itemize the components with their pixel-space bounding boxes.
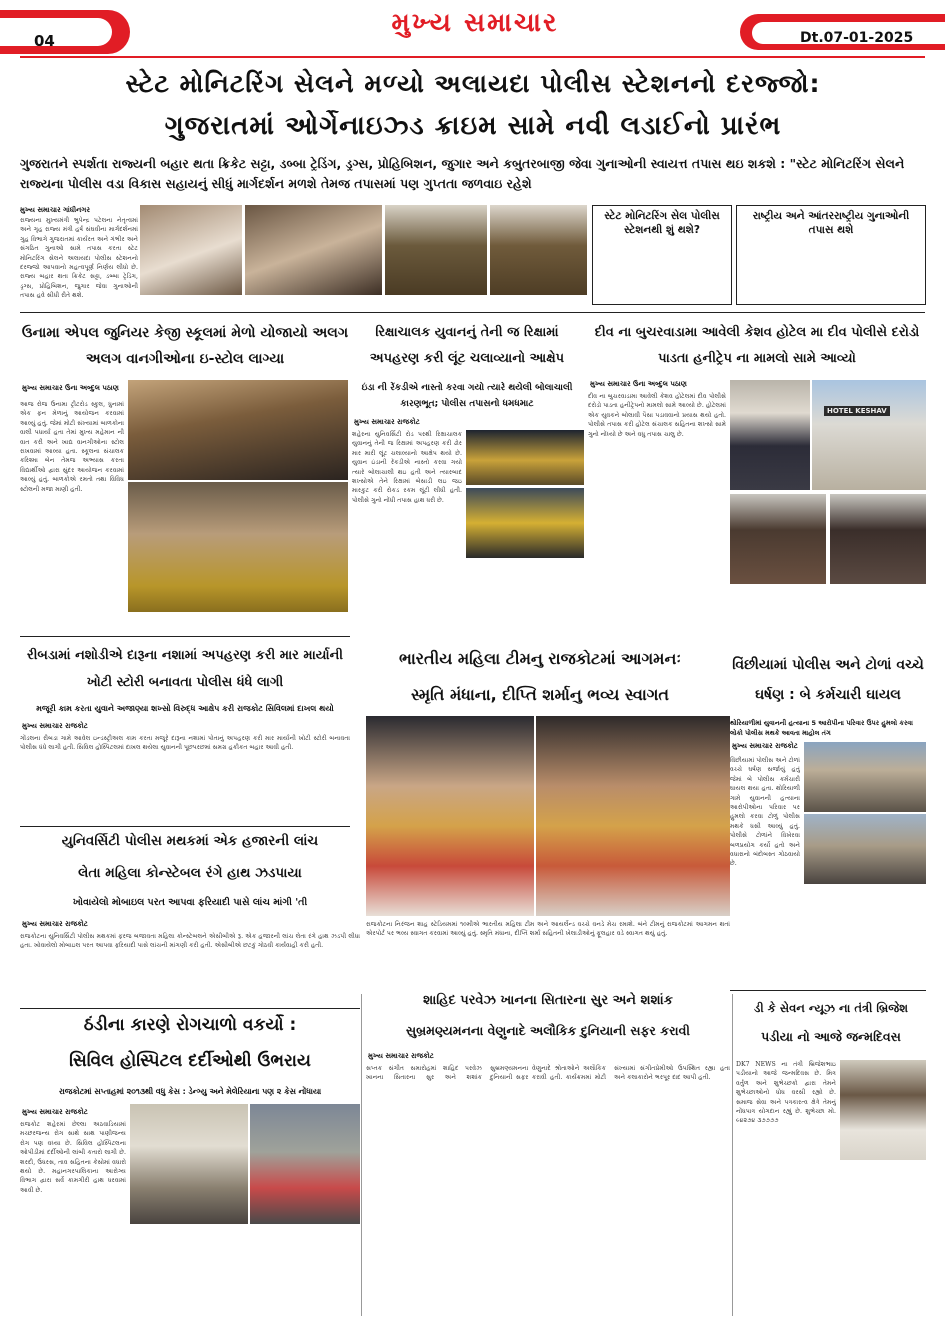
mahila-photo-2 [536, 716, 730, 916]
row3-divider-left [20, 826, 350, 827]
lead-box-2 [736, 205, 926, 305]
vinchhiya-body-right [804, 886, 926, 986]
riksha-body: શહેરના યુનિવર્સિટી રોડ પરથી રિક્ષાચાલક યુવાનનું તેની જ રિક્ષામાં અપહરણ કરી ઢોર માર મારી લૂંટ ચલાવ્યાનો આક્ષેપ થયો છે. યુવાન ઇંડાની રેંકડીએ નાસ્તો કરવા ગયો ત્યારે બોલાચાલી થઇ હતી અને ત્યારબાદ શખ્સોએ તેને રિક્ષામાં બેસાડી લઇ જઇ મારકુટ કરી રોકડ રકમ લૂંટી લીધી હતી. પોલીસે ગુનો નોંધી તપાસ હાથ ધરી છે. [352, 431, 462, 504]
diu-byline: મુખ્ય સમાચાર ઉના અબ્દુલ પઠાણ [590, 380, 687, 388]
lead-body: રાજ્યના મુખ્યમંત્રી ભુપેન્દ્ર પટેલના નેતૃત્વમાં અને ગૃહ રાજ્ય મંત્રી હર્ષ સંઘવીના માર્ગદર્શનમાં ગુહ વિભાગે ગુજરાતમાં કાર્યરત અને ગંભીર અને સંગઠિત ગુનાઓ સામે તપાસ કરતા સ્ટેટ મોનિટરિંગ સેલને અલાયદા પોલીસ સ્ટેશનનો દરજ્જો આપવાનો મહત્વપૂર્ણ નિર્ણય લીધો છે. રાજ્ય બહાર થતા ક્રિકેટ સટ્ટા, ડબ્બા ટ્રેડિંગ, ડ્રગ્સ, પ્રોહિબિશન, જુગાર જેવા ગુનાઓની તપાસ હવે સીધી રીતે થશે. [20, 217, 138, 300]
vinchhiya-headline: વિંછીયામાં પોલીસ અને ટોળાં વચ્ચે ઘર્ષણ : બે કર્મચારી ઘાયલ [732, 657, 924, 703]
dk-headline-line1: ડી કે સેવન ન્યૂઝ ના તંત્રી બ્રિજેશ [754, 1001, 908, 1015]
vinchhiya-subhead: થોરિયાળીમાં યુવાનની હત્યાના 5 આરોપીના પરિવાર ઉપર હુમલો કરવા લોકો પોલીસ મથકે આવતા માહોલ તંગ [730, 719, 913, 737]
riksha-photo-autos [466, 488, 584, 558]
thandi-headline-line1: ઠંડીના કારણે રોગચાળો વકર્યો : [83, 1015, 297, 1035]
university-byline: મુખ્ય સમાચાર રાજકોટ [22, 920, 88, 928]
diu-body: દીવ ના બુચરવાડામા આવેલી કેશવ હોટેલમાં દીવ પોલીસે દરોડો પાડતા હનીટ્રેપનો મામલો સામે આવ્યો છે. હોટેલમાં એક યુવકને બોલાવી પૈસા પડાવવાનો પ્રયાસ થયો હતો. પોલીસે તપાસ કરી હોટેલ સંચાલક સહિતના શખ્સો સામે ગુનો નોંધ્યો છે અને વધુ તપાસ ચાલુ છે. [588, 393, 726, 438]
thandi-photo-patients [250, 1104, 360, 1224]
thandi-byline: મુખ્ય સમાચાર રાજકોટ [22, 1108, 88, 1116]
thandi-headline-line2: સિવિલ હોસ્પિટલ દર્દીઓથી ઉભરાય [69, 1051, 311, 1071]
mahila-photo-1 [366, 716, 534, 916]
lead-photo-minister [245, 205, 382, 295]
shahid-headline-line1: શાહિદ પરવેઝ ખાનના સિતારના સુર અને શશાંક [423, 993, 673, 1008]
shahid-body: સપ્તક સંગીત સમારોહમાં શાહિદ પરવેઝ ખાનના સિતારના સુર અને શશાંક સુબ્રમણ્યમનના વેણુનાદે શ્રોતાઓને અલૌકિક દુનિયાની સફર કરાવી હતી. કાર્યક્રમમાં મોટી સંખ્યામાં સંગીતપ્રેમીઓ ઉપસ્થિત રહ્યા હતા અને કલાકારોને ભરપૂર દાદ આપી હતી. [366, 1065, 730, 1082]
masthead [0, 0, 945, 60]
una-body: આજ રોજ ઉનામા ટ્રીટરોડ સ્કુલ, ધુનામાં એક ફન મેળાનું આયોજન કરવામાં આવ્યું હતું. જેમાં મોટી સંખ્યામાં બાળકોના વાલી પધાર્યા હતા તેમાં મુખ્ય મહેમાન ની વાત કરી અને ખાદ્ય વાનગીઓના સ્ટોલ રાખવામાં આવ્યા હતા. સ્કૂલના સંચાલક કરિશ્મા બેન તેમજ અભ્યાસ કરતા વિદ્યાર્થીઓ દ્વારા સુંદર આયોજન કરવામાં આવ્યું હતું. બાળકોએ રમતો તથા વિવિધ સ્ટોલની મજા માણી હતી. [20, 401, 124, 493]
ribda-subhead: મજૂરી કામ કરતા યુવાને અજાણ્યા શખ્સો વિરુદ્ધ આક્ષેપ કરી રાજકોટ સિવિલમાં દાખલ થયો [36, 704, 334, 713]
column-rule-2 [732, 994, 733, 1316]
thandi-body: રાજકોટ શહેરમાં છેલ્લા અઠવાડિયામાં મચ્છરજન્ય રોગ સાથે સાથ પાણીજન્ય રોગ પણ વધ્યા છે. સિવિલ હોસ્પિટલના ઓપીડીમાં દર્દીઓની લાંબી કતારો લાગી છે. શરદી, ઉધરસ, તાવ સહિતના કેસોમાં વધારો થયો છે. મહાનગરપાલિકાના આરોગ્ય વિભાગ દ્વારા સર્વે કામગીરી હાથ ધરવામાં આવી છે. [20, 1121, 126, 1194]
diu-body-bottom [730, 586, 926, 642]
header-rule [20, 56, 925, 58]
lead-photo-caption-strip [140, 296, 587, 306]
lead-subhead: ગુજરાતને સ્પર્શતા રાજ્યની બહાર થતા ક્રિકેટ સટ્ટા, ડબ્બા ટ્રેડિંગ, ડ્રગ્સ, પ્રોહિબિશન, જુગાર અને કબુતરબાજી જેવા ગુનાઓની સ્વાયત્ત તપાસ થઇ શકશે : "સ્ટેટ મોનિટરિંગ સેલને રાજ્યના પોલીસ વડા વિકાસ સહાયનું સીધું માર્ગદર્શન મળશે તેમજ તપાસમાં પણ ગુપ્તતા જળવાઇ રહેશે [20, 156, 905, 191]
lead-byline: મુખ્ય સમાચાર ગાંધીનગર [20, 206, 91, 214]
ribda-headline: રીબડામાં નશોડીએ દારૂના નશામાં અપહરણ કરી માર માર્યાની ખોટી સ્ટોરી બનાવતા પોલીસ ધંધે લાગી [26, 648, 344, 690]
section-title: મુખ્ય સમાચાર [391, 8, 559, 38]
row3-divider-right [730, 990, 926, 991]
university-headline-line1: યુનિવર્સિટી પોલીસ મથકમાં એક હજારની લાંચ [61, 833, 319, 849]
column-rule-1 [361, 994, 362, 1316]
diu-photo-officer [730, 380, 810, 490]
vinchhiya-photo-scene [804, 814, 926, 884]
riksha-headline: રિક્ષાચાલક યુવાનનું તેની જ રિક્ષામાં અપહરણ કરી લૂંટ ચલાવ્યાનો આક્ષેપ [369, 325, 565, 366]
page-number: 04 [34, 32, 55, 50]
riksha-byline: મુખ્ય સમાચાર રાજકોટ [354, 418, 420, 426]
riksha-photo-road [466, 430, 584, 485]
lead-box-1-title: સ્ટેટ મોનિટરિંગ સેલ પોલીસ સ્ટેશનથી શું થશે? [604, 210, 720, 236]
lead-photo-cm [140, 205, 242, 295]
lead-box-2-title: રાષ્ટ્રીય અને આંતરરાષ્ટ્રીય ગુનાઓની તપાસ થશે [752, 210, 910, 236]
lead-photo-dgp [385, 205, 487, 295]
thandi-photo-hospital [130, 1104, 248, 1224]
mahila-body: રાજકોટના નિરંજન શાહ સ્ટેડિયમમાં ૧૦મીએ ભારતીય મહિલા ટીમ અને આયર્લેન્ડ વચ્ચે વનડે મેચ રમાશે. બંને ટીમનું રાજકોટમાં આગમન થતાં એરપોર્ટ પર ભવ્ય સ્વાગત કરવામાં આવ્યું હતું. સ્મૃતિ મંધાના, દીપ્તિ શર્મા સહિતની ખેલાડીઓનું ફૂલહાર વડે સ્વાગત થયું હતું. [366, 921, 730, 938]
masthead-swoosh-inner [0, 18, 112, 46]
lead-divider [20, 312, 925, 313]
lead-box-1 [592, 205, 732, 305]
issue-date: Dt.07-01-2025 [800, 30, 914, 46]
university-body: રાજકોટના યુનિવર્સિટી પોલીસ મથકમાં ફરજ બજાવતા મહિલા કોન્સ્ટેબલને એસીબીએ રૂ. એક હજારની લાંચ લેતા રંગે હાથ ઝડપી લીધા હતા. ખોવાયેલો મોબાઇલ પરત આપવા ફરિયાદી પાસે લાંચની માંગણી કરી હતી. એસીબીએ છટકું ગોઠવી કાર્યવાહી કરી હતી. [20, 933, 360, 950]
una-photo-speaker [128, 482, 348, 612]
vinchhiya-photo-crowd [804, 742, 926, 812]
lead-headline-line1: સ્ટેટ મોનિટરિંગ સેલને મળ્યો અલાયદા પોલીસ સ્ટેશનનો દરજ્જો: [125, 69, 821, 98]
dk-photo-editor [840, 1060, 926, 1160]
row2-divider-left [20, 636, 350, 637]
dk-headline-line2: પડીયા નો આજે જન્મદિવસ [761, 1029, 901, 1044]
una-headline: ઉનામા એપલ જુનિયર કેજી સ્કૂલમાં મેળો યોજાયો અલગ અલગ વાનગીઓના ઇ-સ્ટોલ લાગ્યા [21, 325, 349, 367]
una-body-bottom [20, 612, 350, 634]
diu-hotel-sign: HOTEL KESHAV [824, 406, 890, 416]
una-photo-event [128, 380, 348, 480]
mahila-headline-line1: ભારતીય મહિલા ટીમનુ રાજકોટમાં આગમનઃ [399, 649, 681, 668]
riksha-body-right [466, 560, 584, 634]
diu-photo-accused-2 [830, 494, 926, 584]
diu-headline: દીવ ના બુચરવાડામા આવેલી કેશવ હોટેલ મા દીવ પોલીસે દરોડો પાડતા હનીટ્રેપ ના મામલો સામે આવ્યો [594, 325, 920, 366]
dk-body: DK7 NEWS ના તંત્રી બ્રિજેશભાઇ પડીયાનો આજે જન્મદિવસ છે. મિત્ર વર્તુળ અને શુભેચ્છકો દ્વારા તેમને શુભેચ્છાઓનો ધોધ વરસી રહ્યો છે. સમાજ સેવા અને પત્રકારત્વ ક્ષેત્રે તેમનું નોંધપાત્ર યોગદાન રહ્યું છે. શુભેચ્છા મો. ૯૪૨૭૪ ૩૭૭૭૭ [736, 1061, 836, 1125]
vinchhiya-byline: મુખ્ય સમાચાર રાજકોટ [732, 742, 798, 750]
university-subhead: ખોવાયેલો મોબાઇલ પરત આપવા ફરિયાદી પાસે લાંચ માંગી 'તી [72, 897, 308, 908]
lead-photo-officer [490, 205, 587, 295]
shahid-byline: મુખ્ય સમાચાર રાજકોટ [368, 1052, 434, 1060]
university-headline-line2: લેતા મહિલા કોન્સ્ટેબલ રંગે હાથ ઝડપાયા [78, 865, 302, 881]
shahid-headline-line2: સુબ્રમણ્યમનના વેણુનાદે અલૌકિક દુનિયાની સફર કરાવી [406, 1023, 690, 1038]
riksha-subhead: ઇંડા ની રેંકડીએ નાસ્તો કરવા ગયો ત્યારે થયેલી બોલાચાલી કારણભૂત; પોલીસ તપાસનો ધમધમાટ [361, 383, 573, 409]
row4-divider-left [20, 1008, 360, 1009]
una-byline: મુખ્ય સમાચાર ઉના અબ્દુલ પઠાણ [22, 384, 119, 392]
thandi-subhead: રાજકોટમાં સપ્તાહમાં ૨૦૧૩થી વધુ કેસ : ડેન્ગ્યુ અને મેલેરિયાના પણ ૨ કેસ નોંધાયા [58, 1087, 322, 1096]
diu-photo-accused-1 [730, 494, 826, 584]
mahila-headline-line2: સ્મૃતિ મંધાના, દીપ્તિ શર્માનુ ભવ્ય સ્વાગત [410, 685, 670, 704]
vinchhiya-body: વિંછીયામાં પોલીસ અને ટોળાં વચ્ચે ઘર્ષણ સર્જાયું હતું જેમાં બે પોલીસ કર્મચારી ઘાયલ થયા હતા. થોરિયાળી ગામે યુવાનની હત્યાના આરોપીઓના પરિવાર પર હુમલો કરવા ટોળું પોલીસ મથકે ધસી આવ્યું હતું. પોલીસે ટોળાંને વિખેરવા બળપ્રયોગ કર્યો હતો અને વધારાનો બંદોબસ્ત ગોઠવાયો છે. [730, 757, 800, 868]
thandi-body-bottom [130, 1228, 360, 1316]
ribda-byline: મુખ્ય સમાચાર રાજકોટ [22, 722, 88, 730]
ribda-body: ગોંડલના રીબડા ગામે આવેલ ઇન્ડસ્ટ્રીઅલ કામ કરતા મજૂરે દારૂના નશામાં પોતાનું અપહરણ કરી માર માર્યાની ખોટી સ્ટોરી બનાવતા પોલીસ ધંધે લાગી હતી. સિવિલ હોસ્પિટલમાં દાખલ થયેલા યુવાનની પૂછપરછમાં સમગ્ર હકીકત બહાર આવી હતી. [20, 735, 350, 752]
lead-headline-line2: ગુજરાતમાં ઓર્ગેનાઇઝ્ડ ક્રાઇમ સામે નવી લડાઈનો પ્રારંભ [164, 111, 782, 141]
diu-photo-hotel [812, 380, 926, 490]
